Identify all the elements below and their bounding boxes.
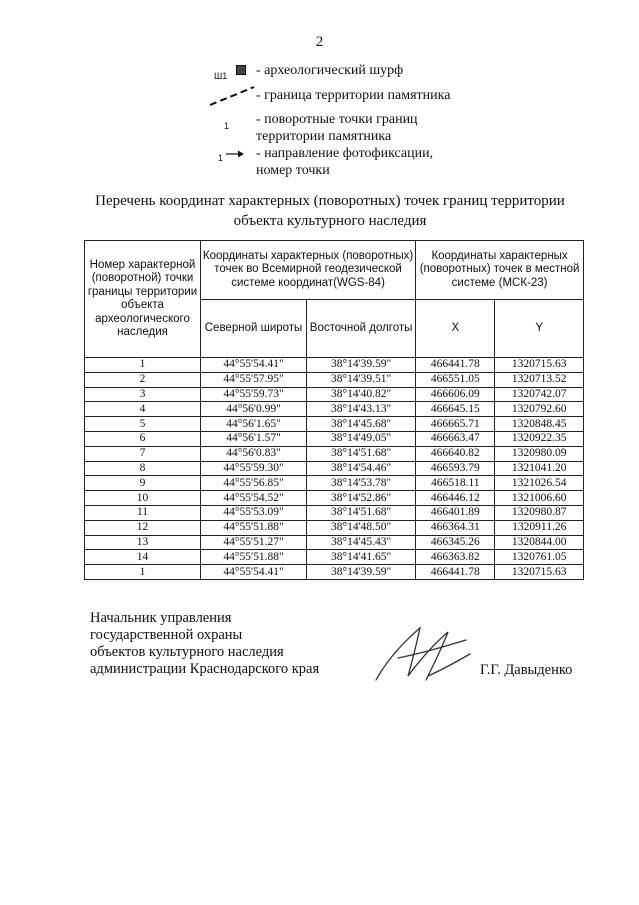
table-row xyxy=(85,387,584,402)
cell-longitude: 38°14'51.68" xyxy=(307,446,416,461)
cell-latitude: 44°56'1.57" xyxy=(201,431,307,446)
cell-latitude: 44°55'59.73" xyxy=(201,387,307,402)
table-row xyxy=(85,505,584,520)
cell-latitude: 44°55'51.27" xyxy=(201,535,307,550)
cell-longitude: 38°14'45.68" xyxy=(307,417,416,432)
cell-latitude: 44°55'51.88" xyxy=(201,550,307,565)
cell-point-number: 1 xyxy=(85,358,201,373)
cell-y: 1320792.60 xyxy=(495,402,584,417)
legend-item-photo xyxy=(180,145,500,181)
legend-code: 1 xyxy=(218,153,224,163)
cell-x: 466345.26 xyxy=(416,535,495,550)
cell-y: 1321026.54 xyxy=(495,476,584,491)
cell-latitude: 44°55'54.41" xyxy=(201,565,307,580)
position-line: объектов культурного наследия xyxy=(90,644,284,660)
header-msk23: Координаты характерных (поворотных) точек в местной системе (МСК-23) xyxy=(416,241,584,300)
cell-latitude: 44°56'0.83" xyxy=(201,446,307,461)
legend-text: - граница территории памятника xyxy=(256,88,451,103)
cell-point-number: 7 xyxy=(85,446,201,461)
legend-code: Ш1 xyxy=(214,71,228,81)
cell-latitude: 44°55'59.30" xyxy=(201,461,307,476)
cell-x: 466441.78 xyxy=(416,358,495,373)
coordinates-table xyxy=(84,240,584,580)
table-row xyxy=(85,446,584,461)
legend-code: 1 xyxy=(224,121,230,131)
position-line: государственной охраны xyxy=(90,627,243,643)
cell-point-number: 3 xyxy=(85,387,201,402)
cell-y: 1320844.00 xyxy=(495,535,584,550)
legend-text: - археологический шурф xyxy=(256,63,404,78)
legend-text: - поворотные точки границ территории памятника xyxy=(256,112,418,144)
header-wgs84: Координаты характерных (поворотных) точек во Всемирной геодезической системе координат(WGS-84) xyxy=(201,241,416,300)
handwritten-signature xyxy=(368,618,478,693)
cell-y: 1320713.52 xyxy=(495,372,584,387)
cell-longitude: 38°14'45.43" xyxy=(307,535,416,550)
table-row xyxy=(85,402,584,417)
cell-longitude: 38°14'43.13" xyxy=(307,402,416,417)
position-line: администрации Краснодарского края xyxy=(90,661,320,677)
document-title: Перечень координат характерных (поворотных) точек границ территории объекта культурного наследия xyxy=(95,193,565,229)
pit-marker-icon xyxy=(236,65,246,75)
cell-x: 466518.11 xyxy=(416,476,495,491)
cell-x: 466665.71 xyxy=(416,417,495,432)
cell-x: 466593.79 xyxy=(416,461,495,476)
cell-point-number: 14 xyxy=(85,550,201,565)
table-row xyxy=(85,431,584,446)
table-row xyxy=(85,520,584,535)
table-row xyxy=(85,491,584,506)
cell-point-number: 8 xyxy=(85,461,201,476)
cell-x: 466551.05 xyxy=(416,372,495,387)
cell-latitude: 44°55'56.85" xyxy=(201,476,307,491)
cell-y: 1321006.60 xyxy=(495,491,584,506)
cell-y: 1320715.63 xyxy=(495,565,584,580)
cell-latitude: 44°56'1.65" xyxy=(201,417,307,432)
cell-x: 466401.89 xyxy=(416,505,495,520)
subheader-north: Северной широты xyxy=(201,300,307,358)
dashed-boundary-line-icon xyxy=(208,85,256,107)
cell-point-number: 5 xyxy=(85,417,201,432)
cell-x: 466663.47 xyxy=(416,431,495,446)
table-row xyxy=(85,358,584,373)
signature-position xyxy=(90,610,319,678)
cell-longitude: 38°14'48.50" xyxy=(307,520,416,535)
header-point-number: Номер характерной (поворотной) точки границы территории объекта археологического наследия xyxy=(85,241,201,358)
cell-longitude: 38°14'51.68" xyxy=(307,505,416,520)
table-row xyxy=(85,535,584,550)
cell-point-number: 10 xyxy=(85,491,201,506)
cell-latitude: 44°55'54.52" xyxy=(201,491,307,506)
table-row xyxy=(85,461,584,476)
table-row xyxy=(85,565,584,580)
cell-latitude: 44°56'0.99" xyxy=(201,402,307,417)
cell-y: 1320980.87 xyxy=(495,505,584,520)
cell-point-number: 12 xyxy=(85,520,201,535)
cell-x: 466441.78 xyxy=(416,565,495,580)
legend-item-boundary xyxy=(180,85,500,107)
cell-point-number: 4 xyxy=(85,402,201,417)
cell-point-number: 1 xyxy=(85,565,201,580)
cell-x: 466606.09 xyxy=(416,387,495,402)
cell-point-number: 13 xyxy=(85,535,201,550)
cell-latitude: 44°55'51.88" xyxy=(201,520,307,535)
cell-longitude: 38°14'54.46" xyxy=(307,461,416,476)
legend-item-points xyxy=(180,111,500,147)
arrow-right-icon xyxy=(225,149,245,159)
cell-y: 1321041.20 xyxy=(495,461,584,476)
cell-longitude: 38°14'39.59" xyxy=(307,565,416,580)
table-row xyxy=(85,550,584,565)
cell-x: 466640.82 xyxy=(416,446,495,461)
cell-y: 1320848.45 xyxy=(495,417,584,432)
cell-latitude: 44°55'54.41" xyxy=(201,358,307,373)
cell-longitude: 38°14'41.65" xyxy=(307,550,416,565)
cell-point-number: 6 xyxy=(85,431,201,446)
subheader-east: Восточной долготы xyxy=(307,300,416,358)
table-header-row xyxy=(85,241,584,300)
cell-longitude: 38°14'40.82" xyxy=(307,387,416,402)
cell-point-number: 11 xyxy=(85,505,201,520)
cell-longitude: 38°14'39.59" xyxy=(307,358,416,373)
legend-text: - направление фотофиксации, номер точки xyxy=(256,146,434,178)
legend-item-pit xyxy=(180,62,500,82)
cell-latitude: 44°55'53.09" xyxy=(201,505,307,520)
position-line: Начальник управления xyxy=(90,610,232,626)
cell-y: 1320742.07 xyxy=(495,387,584,402)
cell-longitude: 38°14'52.86" xyxy=(307,491,416,506)
table-row xyxy=(85,476,584,491)
cell-x: 466446.12 xyxy=(416,491,495,506)
table-row xyxy=(85,372,584,387)
cell-y: 1320922.35 xyxy=(495,431,584,446)
cell-point-number: 2 xyxy=(85,372,201,387)
cell-y: 1320715.63 xyxy=(495,358,584,373)
table-row xyxy=(85,417,584,432)
cell-longitude: 38°14'49.05" xyxy=(307,431,416,446)
cell-x: 466364.31 xyxy=(416,520,495,535)
signer-name: Г.Г. Давыденко xyxy=(480,662,573,678)
page-number: 2 xyxy=(315,34,324,50)
cell-point-number: 9 xyxy=(85,476,201,491)
cell-longitude: 38°14'39.51" xyxy=(307,372,416,387)
cell-latitude: 44°55'57.95" xyxy=(201,372,307,387)
cell-x: 466645.15 xyxy=(416,402,495,417)
subheader-y: Y xyxy=(495,300,584,358)
cell-longitude: 38°14'53.78" xyxy=(307,476,416,491)
cell-x: 466363.82 xyxy=(416,550,495,565)
cell-y: 1320911.26 xyxy=(495,520,584,535)
subheader-x: X xyxy=(416,300,495,358)
cell-y: 1320980.09 xyxy=(495,446,584,461)
cell-y: 1320761.05 xyxy=(495,550,584,565)
